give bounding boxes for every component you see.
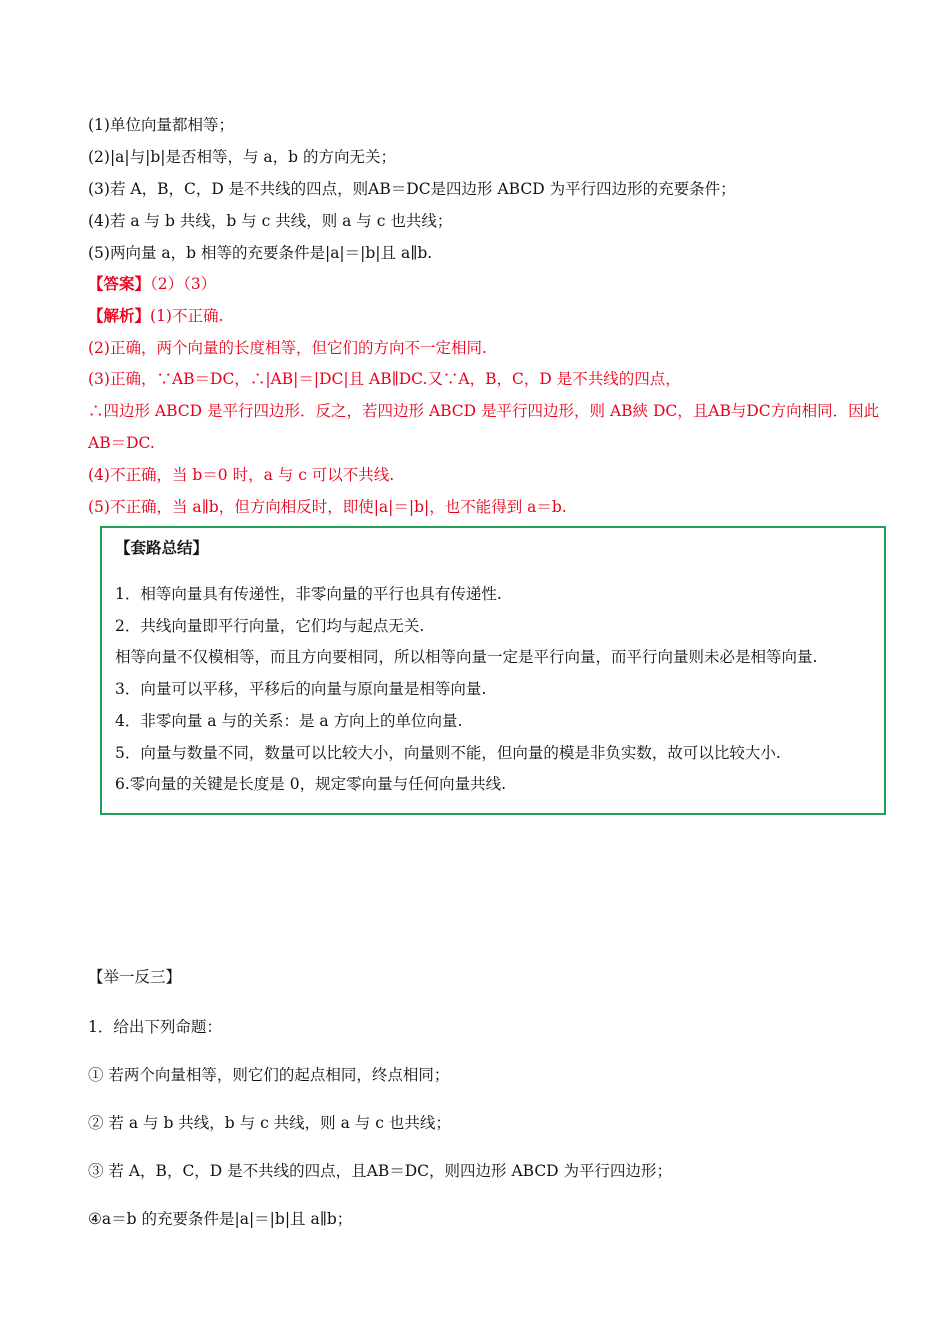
analysis-label: 【解析】 — [88, 306, 151, 325]
practice-question: 1．给出下列命题： — [88, 1018, 222, 1036]
proposition-1: (1)单位向量都相等； — [88, 116, 234, 134]
proposition-2: (2)|a|与|b|是否相等，与 a，b 的方向无关； — [88, 148, 397, 166]
answer-value: （2）（3） — [150, 275, 217, 293]
proposition-4: (4)若 a 与 b 共线，b 与 c 共线，则 a 与 c 也共线； — [88, 212, 453, 230]
analysis-line-4: ∴四边形 ABCD 是平行四边形．反之，若四边形 ABCD 是平行四边形，则 AB綊 DC，且AB与DC方向相同．因此 — [88, 402, 880, 420]
summary-item-4: 3．向量可以平移，平移后的向量与原向量是相等向量. — [115, 680, 487, 698]
practice-item-2: ② 若 a 与 b 共线，b 与 c 共线，则 a 与 c 也共线； — [88, 1114, 451, 1132]
proposition-5: (5)两向量 a，b 相等的充要条件是|a|＝|b|且 a∥b. — [88, 244, 433, 262]
practice-title: 【举一反三】 — [88, 968, 182, 986]
practice-item-3: ③ 若 A，B，C，D 是不共线的四点，且AB＝DC，则四边形 ABCD 为平行四边形； — [88, 1162, 673, 1180]
analysis-line-6: (4)不正确，当 b＝0 时，a 与 c 可以不共线. — [88, 466, 395, 484]
answer-line — [88, 273, 216, 295]
summary-item-7: 6.零向量的关键是长度是 0，规定零向量与任何向量共线. — [115, 775, 507, 793]
answer-label: 【答案】 — [88, 274, 151, 293]
summary-item-2: 2．共线向量即平行向量，它们均与起点无关. — [115, 617, 425, 635]
analysis-line-1 — [88, 305, 223, 327]
analysis-line-3: (3)正确，∵AB＝DC，∴|AB|＝|DC|且 AB∥DC.又∵A，B，C，D 是不共线的四点， — [88, 370, 681, 388]
summary-item-6: 5．向量与数量不同，数量可以比较大小，向量则不能，但向量的模是非负实数，故可以比较大小. — [115, 744, 781, 762]
summary-title: 【套路总结】 — [115, 538, 209, 557]
summary-item-3: 相等向量不仅模相等，而且方向要相同，所以相等向量一定是平行向量，而平行向量则未必是相等向量. — [115, 648, 818, 666]
summary-item-1: 1．相等向量具有传递性，非零向量的平行也具有传递性. — [115, 585, 502, 603]
analysis-line-7: (5)不正确，当 a∥b，但方向相反时，即使|a|＝|b|，也不能得到 a＝b. — [88, 498, 567, 516]
analysis-first: (1)不正确. — [150, 307, 224, 325]
analysis-line-2: (2)正确，两个向量的长度相等，但它们的方向不一定相同. — [88, 339, 487, 357]
analysis-line-5: AB＝DC. — [88, 434, 155, 452]
practice-item-4: ④a＝b 的充要条件是|a|＝|b|且 a∥b； — [88, 1210, 353, 1228]
summary-item-5: 4．非零向量 a 与的关系：是 a 方向上的单位向量. — [115, 712, 463, 730]
summary-box — [100, 526, 886, 815]
practice-item-1: ① 若两个向量相等，则它们的起点相同，终点相同； — [88, 1066, 450, 1084]
proposition-3: (3)若 A，B，C，D 是不共线的四点，则AB＝DC是四边形 ABCD 为平行四边形的充要条件； — [88, 180, 736, 198]
